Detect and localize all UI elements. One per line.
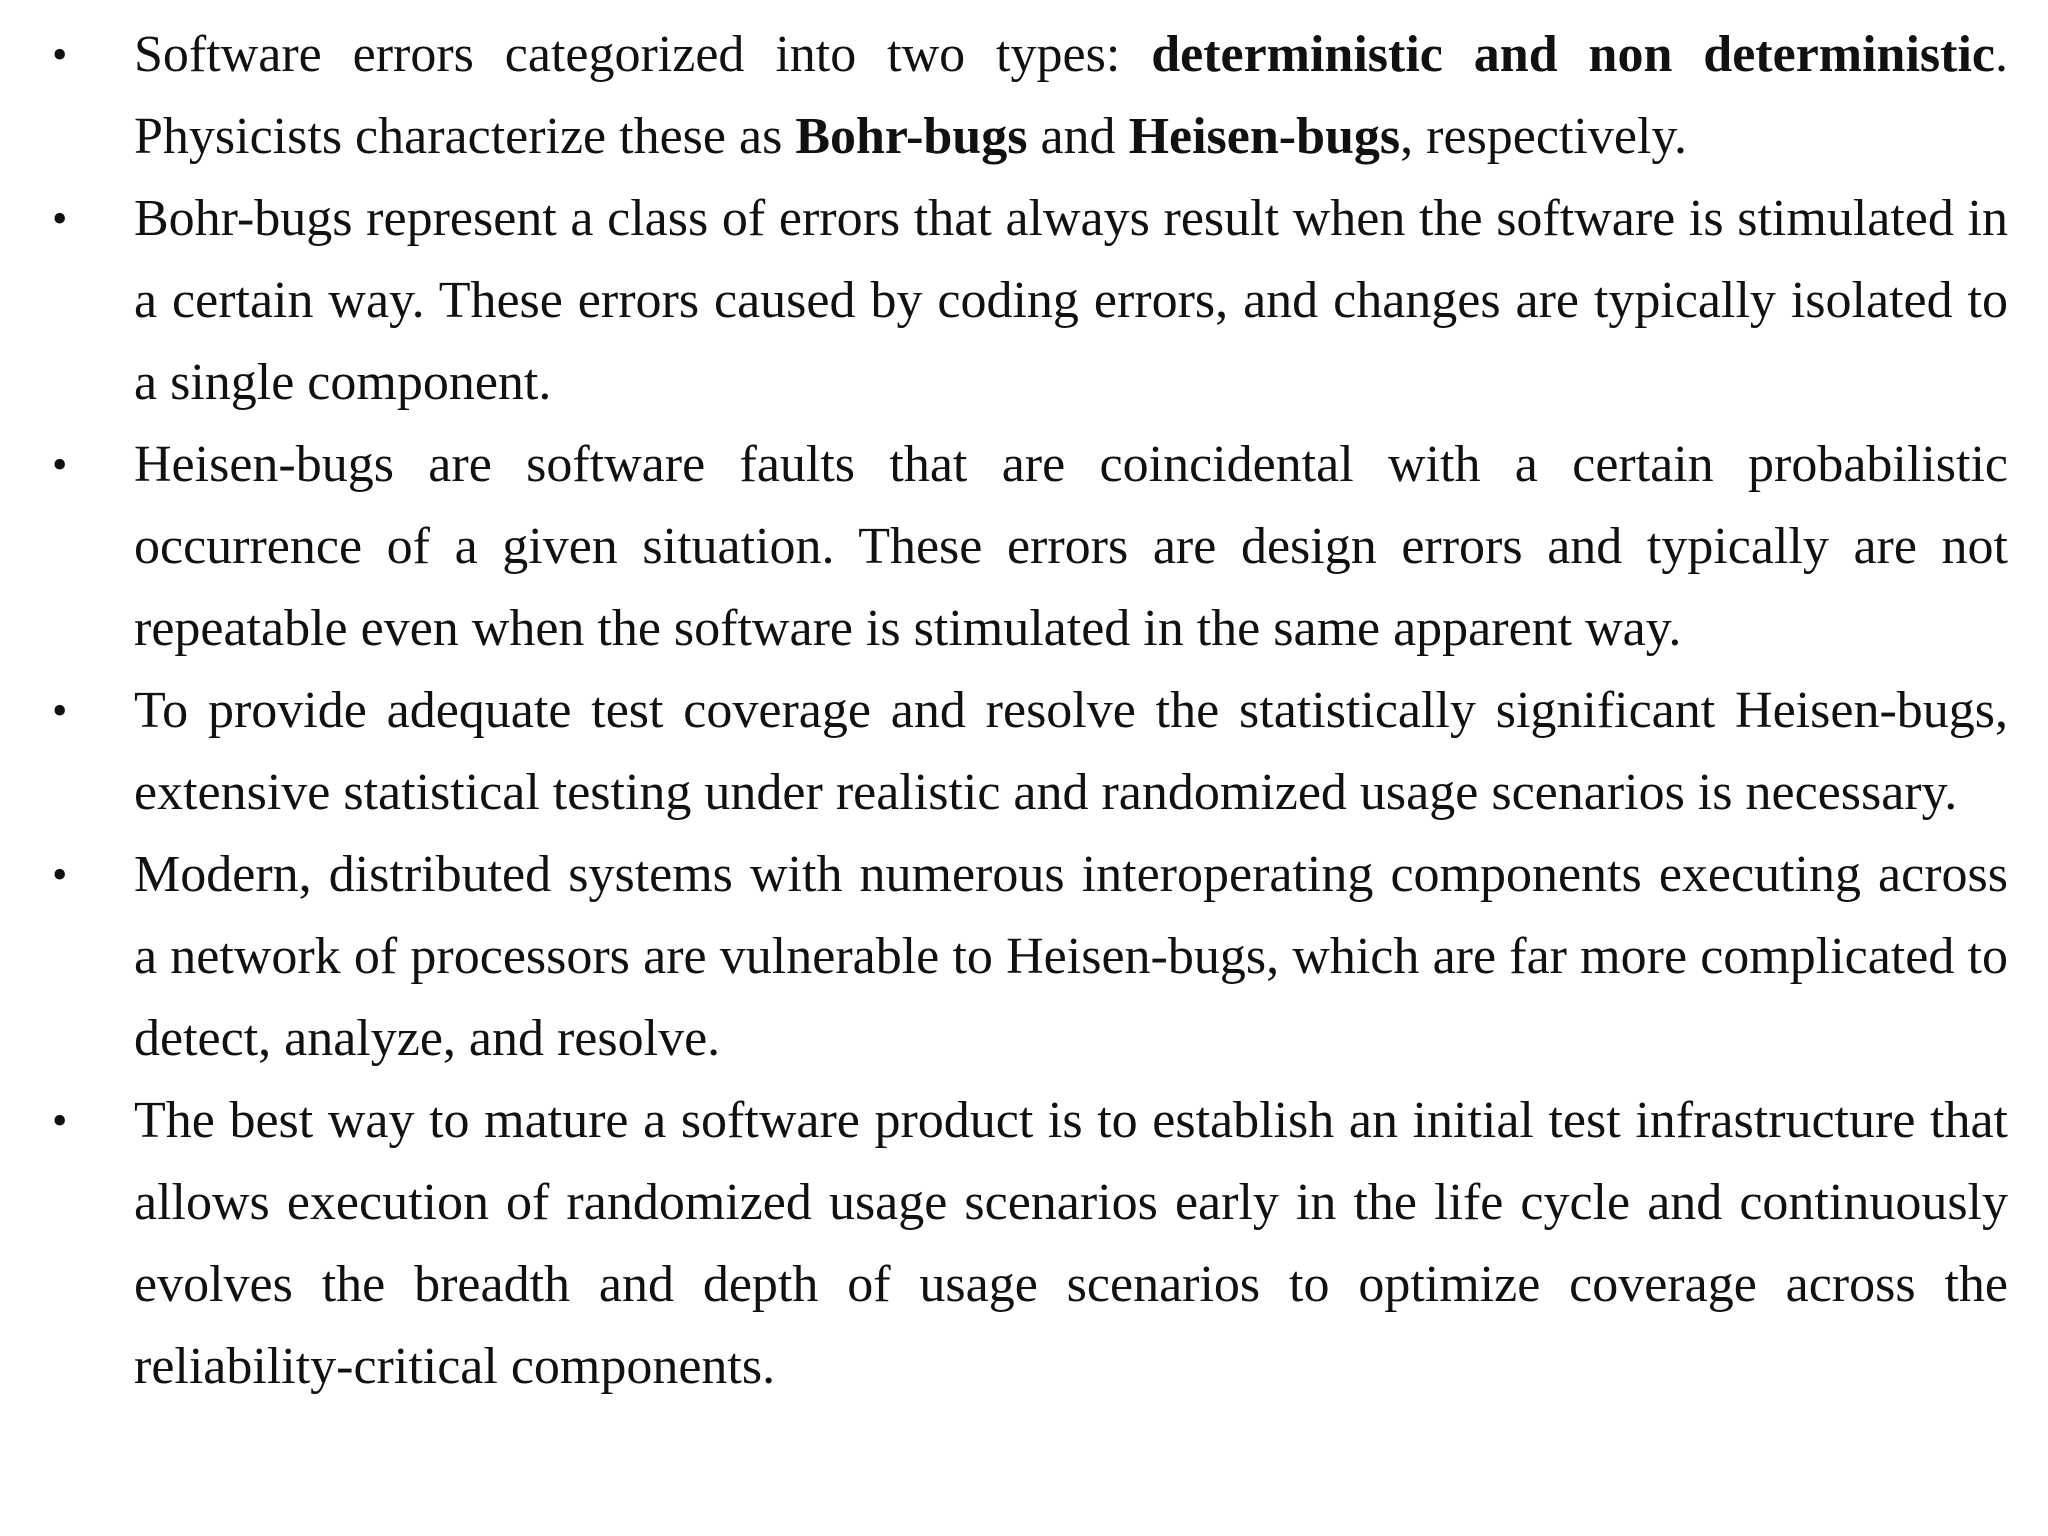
bullet-dot-icon: •	[52, 850, 68, 899]
bullet-item-error-types	[0, 14, 2048, 178]
item-text: Heisen-bugs are software faults that are coincidental with a certain probabilistic occurrence of a given situation. These errors are design errors and typically are not repeatable even when the software is stimulated in the same apparent way.	[134, 436, 2008, 657]
bullet-item-distributed-systems	[0, 834, 2048, 1080]
text-segment: and	[1027, 108, 1129, 165]
bullet-item-test-coverage	[0, 670, 2048, 834]
text-segment: , respectively.	[1400, 108, 1688, 165]
item-text: Modern, distributed systems with numerous interoperating components executing across a network of processors are vulnerable to Heisen-bugs, which are far more complicated to detect, analyze, and resolve.	[134, 846, 2008, 1067]
text-segment: . Physicists characterize these as	[134, 26, 2008, 165]
item-text: To provide adequate test coverage and resolve the statistically significant Heisen-bugs, extensive statistical testing under realistic and randomized usage scenarios is necessary.	[134, 682, 2008, 821]
bullet-item-best-practice	[0, 1080, 2048, 1408]
bullet-dot-icon: •	[52, 194, 68, 243]
bullet-dot-icon: •	[52, 30, 68, 79]
bullet-dot-icon: •	[52, 686, 68, 735]
bullet-list	[0, 14, 2048, 1408]
item-text: The best way to mature a software product is to establish an initial test infrastructure that allows execution of randomized usage scenarios early in the life cycle and continuously evolves the breadth and depth of usage scenarios to optimize coverage across the reliability-critical components.	[134, 1092, 2008, 1395]
bold-term-bohr-bugs: Bohr-bugs	[795, 108, 1028, 165]
bullet-item-heisen-bugs	[0, 424, 2048, 670]
bold-term-heisen-bugs: Heisen-bugs	[1128, 108, 1401, 165]
item-text: Bohr-bugs represent a class of errors that always result when the software is stimulated in a certain way. These errors caused by coding errors, and changes are typically isolated to a single component.	[134, 190, 2008, 411]
bullet-dot-icon: •	[52, 440, 68, 489]
bold-term-deterministic: deterministic and non deterministic	[1151, 26, 1995, 83]
item-text	[134, 26, 2008, 165]
bullet-item-bohr-bugs	[0, 178, 2048, 424]
text-segment: Software errors categorized into two types:	[134, 26, 1152, 83]
bullet-dot-icon: •	[52, 1096, 68, 1145]
